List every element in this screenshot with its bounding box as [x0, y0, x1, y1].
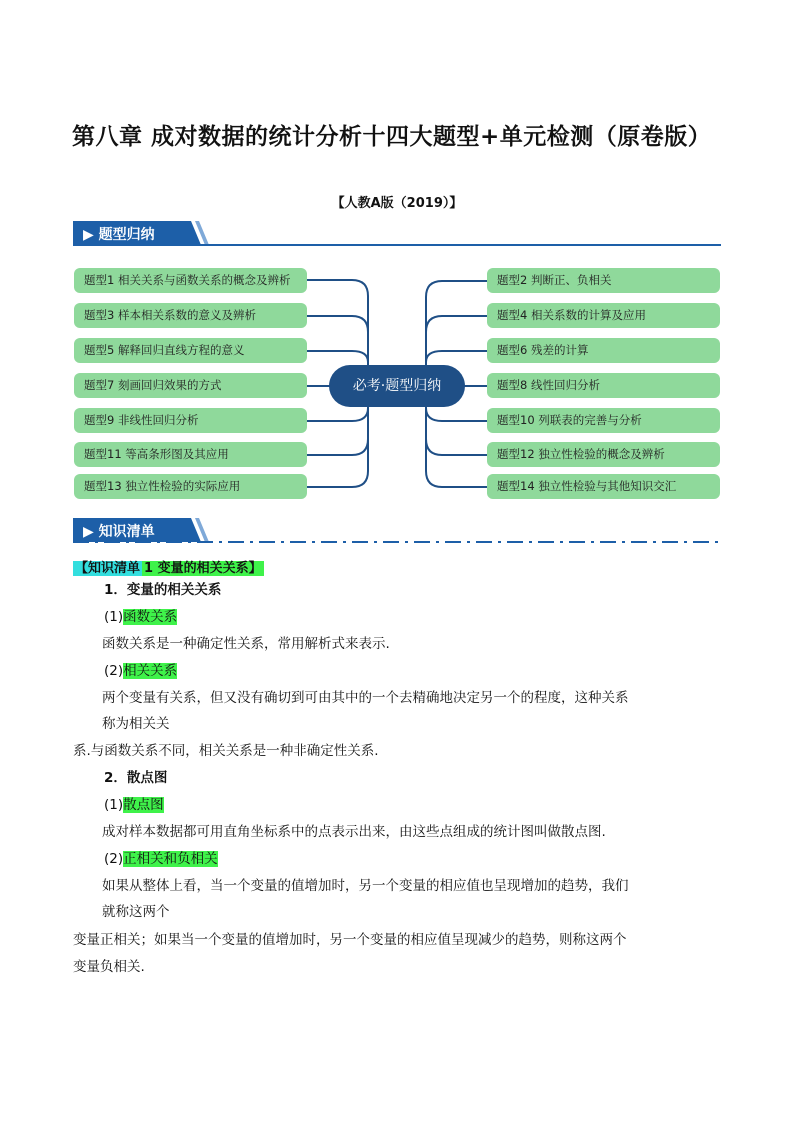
paragraph: 变量正相关；如果当一个变量的值增加时，另一个变量的相应值呈现减少的趋势，则称这两个	[73, 932, 627, 948]
section-title-topics: ▶ 题型归纳	[83, 227, 155, 243]
knowledge-header	[73, 559, 264, 578]
topic-box: 题型2 判断正、负相关	[487, 268, 720, 293]
paragraph: 称为相关关	[102, 716, 170, 732]
topic-box: 题型10 列联表的完善与分析	[487, 408, 720, 433]
highlight-term: 相关关系	[123, 663, 178, 679]
subheading-number: (1)	[104, 609, 124, 625]
topic-box: 题型7 刻画回归效果的方式	[74, 373, 307, 398]
paragraph: 就称这两个	[102, 904, 170, 920]
topic-box: 题型12 独立性检验的概念及辨析	[487, 442, 720, 467]
heading-2: 2．散点图	[104, 770, 168, 786]
knowledge-header-label: 【知识清单	[75, 561, 141, 576]
paragraph: 函数关系是一种确定性关系，常用解析式来表示.	[102, 636, 390, 652]
subheading-number: (1)	[104, 797, 124, 813]
subheading-number: (2)	[104, 663, 124, 679]
paragraph: 如果从整体上看，当一个变量的值增加时，另一个变量的相应值也呈现增加的趋势，我们	[102, 878, 629, 894]
page-title: 第八章 成对数据的统计分析十四大题型+单元检测（原卷版）	[72, 124, 712, 150]
paragraph: 变量负相关.	[73, 959, 145, 975]
topic-box: 题型14 独立性检验与其他知识交汇	[487, 474, 720, 499]
highlight-term: 函数关系	[123, 609, 178, 625]
paragraph: 两个变量有关系，但又没有确切到可由其中的一个去精确地决定另一个的程度，这种关系	[102, 690, 629, 706]
topic-box: 题型9 非线性回归分析	[74, 408, 307, 433]
topic-box: 题型11 等高条形图及其应用	[74, 442, 307, 467]
section-banner-knowledge	[73, 518, 721, 542]
section-title-knowledge: ▶ 知识清单	[83, 524, 155, 540]
topic-box: 题型6 残差的计算	[487, 338, 720, 363]
topic-box: 题型1 相关关系与函数关系的概念及辨析	[74, 268, 307, 293]
subheading-1	[104, 607, 177, 627]
subheading-4	[104, 849, 218, 869]
topic-box: 题型8 线性回归分析	[487, 373, 720, 398]
highlight-term: 散点图	[123, 797, 164, 813]
subheading-number: (2)	[104, 851, 124, 867]
topic-box: 题型3 样本相关系数的意义及辨析	[74, 303, 307, 328]
mindmap-center: 必考·题型归纳	[329, 365, 465, 407]
subheading-2	[104, 661, 177, 681]
edition-label: 【人教A版（2019）】	[331, 196, 463, 211]
topic-box: 题型4 相关系数的计算及应用	[487, 303, 720, 328]
topic-box: 题型13 独立性检验的实际应用	[74, 474, 307, 499]
heading-1: 1．变量的相关关系	[104, 582, 222, 598]
topic-box: 题型5 解释回归直线方程的意义	[74, 338, 307, 363]
knowledge-header-title: 1 变量的相关关系】	[144, 561, 262, 576]
paragraph: 成对样本数据都可用直角坐标系中的点表示出来，由这些点组成的统计图叫做散点图.	[102, 824, 606, 840]
highlight-term: 正相关和负相关	[123, 851, 218, 867]
subheading-3	[104, 795, 164, 815]
paragraph: 系.与函数关系不同，相关关系是一种非确定性关系.	[73, 743, 379, 759]
